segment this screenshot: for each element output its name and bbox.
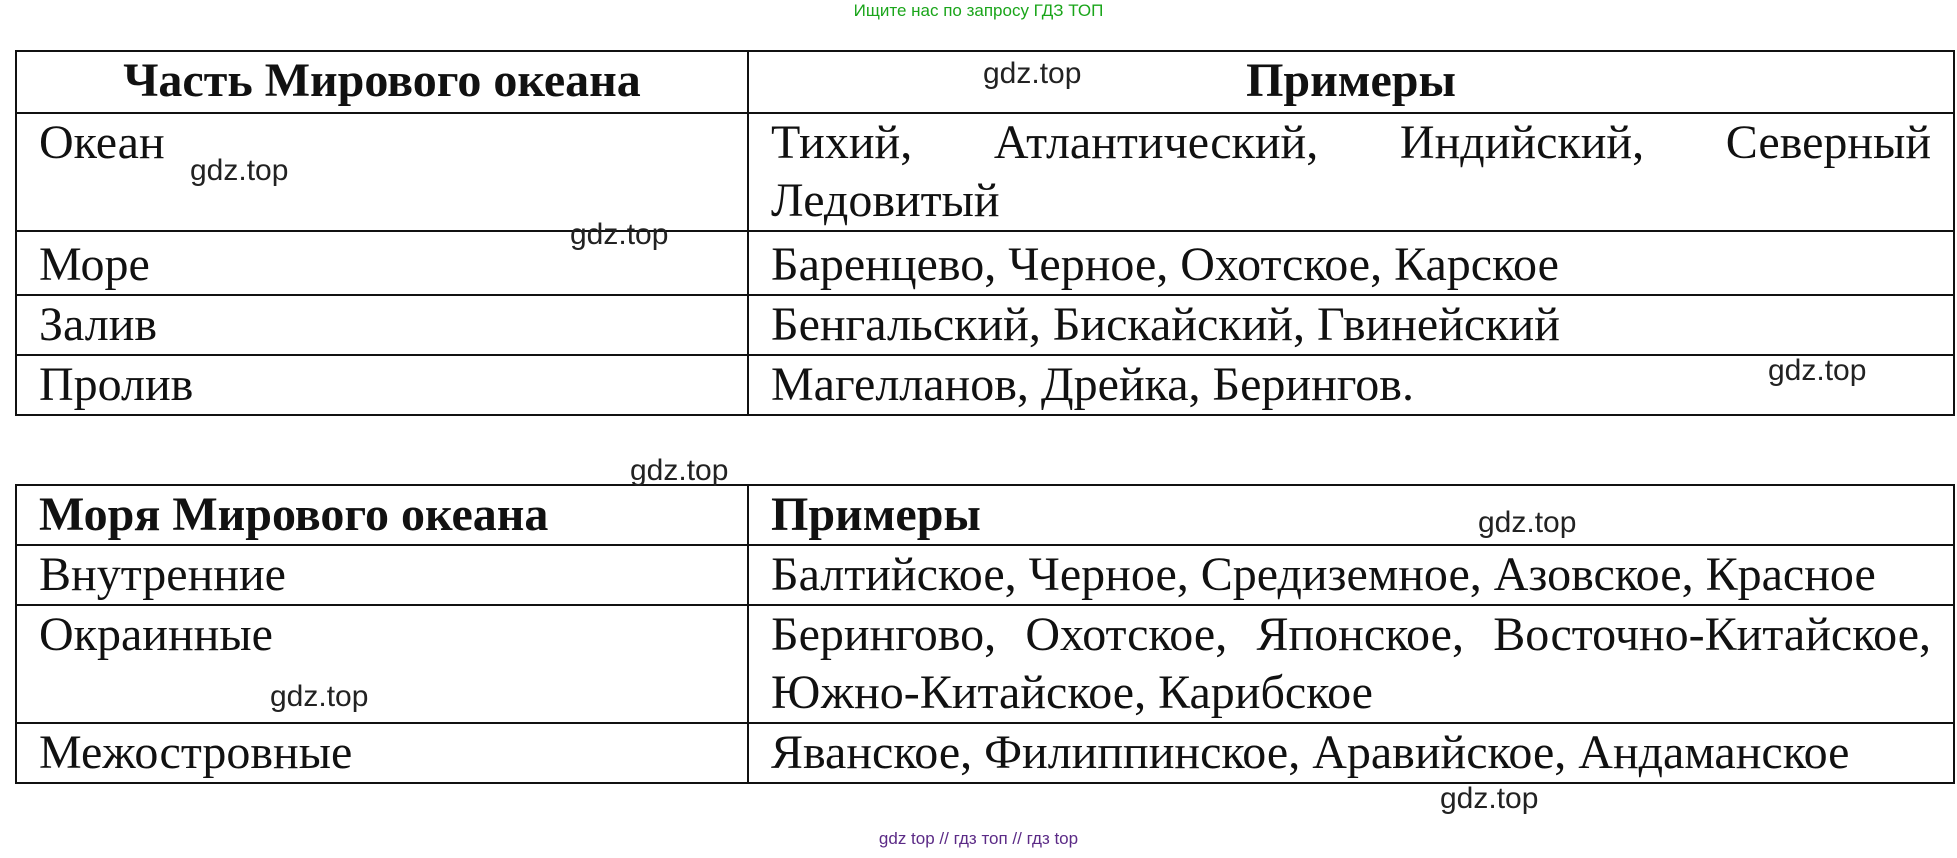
- table-cell-category: Межостровные: [16, 723, 748, 783]
- watermark-text: gdz.top: [1478, 506, 1577, 539]
- table-header-cell: Примеры: [748, 485, 1954, 545]
- table-cell-examples: Магелланов, Дрейка, Берингов.: [748, 355, 1954, 415]
- watermark-text: gdz.top: [630, 454, 729, 487]
- table-cell-examples: Балтийское, Черное, Средиземное, Азовское, Красное: [748, 545, 1954, 605]
- table-row: [16, 231, 1954, 295]
- watermark-text: gdz.top: [570, 218, 669, 251]
- seas-table: [15, 484, 1955, 784]
- table-header-row: [16, 485, 1954, 545]
- table-header-cell: Моря Мирового океана: [16, 485, 748, 545]
- table-cell-category: Океан: [16, 113, 748, 231]
- table-row: [16, 295, 1954, 355]
- table-row: [16, 545, 1954, 605]
- table-header-cell: Часть Мирового океана: [16, 51, 748, 113]
- watermark-text: gdz.top: [983, 57, 1082, 90]
- table-cell-examples: Бенгальский, Бискайский, Гвинейский: [748, 295, 1954, 355]
- table-cell-category: Залив: [16, 295, 748, 355]
- table-cell-examples: Тихий, Атлантический, Индийский, Северный Ледовитый: [748, 113, 1954, 231]
- table-row: [16, 113, 1954, 231]
- table-cell-category: Море: [16, 231, 748, 295]
- table-header-cell: Примеры: [748, 51, 1954, 113]
- table-row: [16, 723, 1954, 783]
- watermark-text: gdz.top: [1768, 354, 1867, 387]
- table-cell-examples: Яванское, Филиппинское, Аравийское, Андаманское: [748, 723, 1954, 783]
- bottom-promo-text: gdz top // гдз топ // гдз top: [878, 829, 1079, 848]
- table-row: [16, 355, 1954, 415]
- ocean-parts-table: [15, 50, 1955, 416]
- table-cell-category: Внутренние: [16, 545, 748, 605]
- watermark-text: gdz.top: [270, 680, 369, 713]
- table-cell-category: Пролив: [16, 355, 748, 415]
- table-cell-examples: Баренцево, Черное, Охотское, Карское: [748, 231, 1954, 295]
- watermark-text: gdz.top: [1440, 782, 1539, 815]
- table-cell-examples: Берингово, Охотское, Японское, Восточно-Китайское, Южно-Китайское, Карибское: [748, 605, 1954, 723]
- table-cell-category: Окраинные: [16, 605, 748, 723]
- watermark-text: gdz.top: [190, 154, 289, 187]
- top-promo-text: Ищите нас по запросу ГДЗ ТОП: [853, 1, 1104, 20]
